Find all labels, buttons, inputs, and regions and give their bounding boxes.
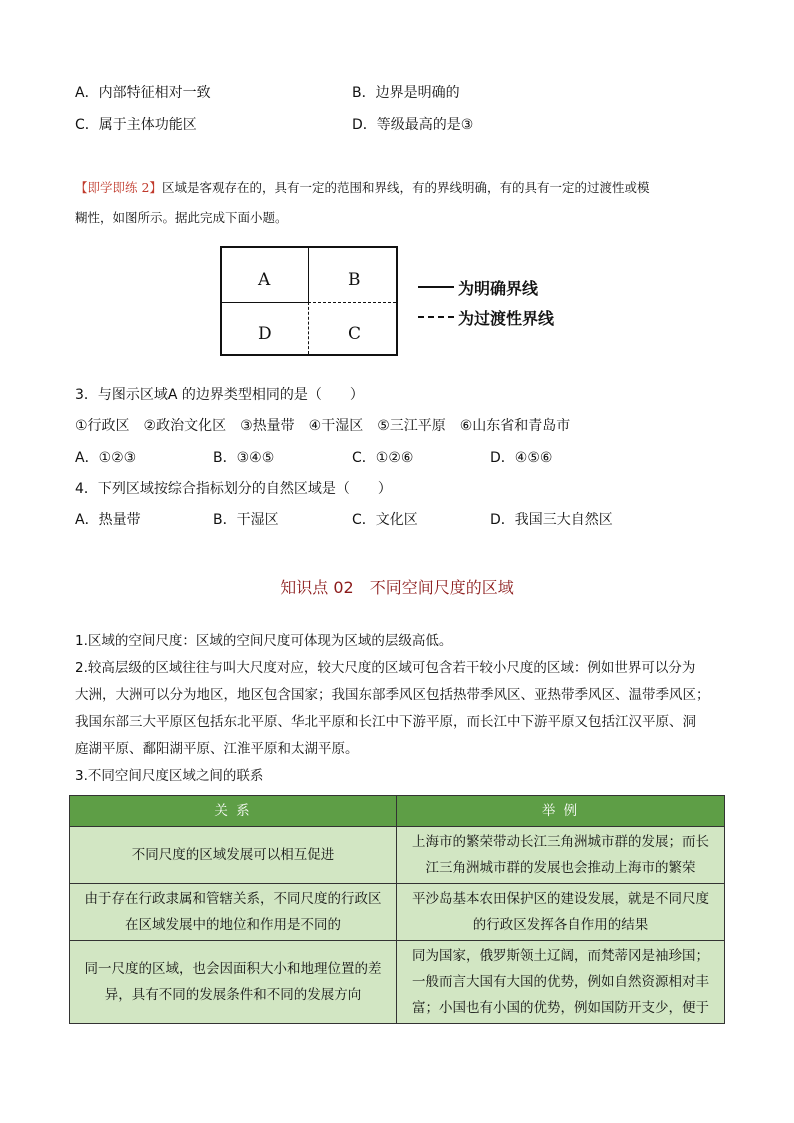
practice-line-1 (75, 178, 649, 196)
legend-solid-label: 为明确界线 (458, 279, 539, 298)
cell-example (397, 941, 725, 1024)
option-b: B．边界是明确的 (352, 85, 460, 101)
relation-line: 异，具有不同的发展条件和不同的发展方向 (104, 987, 362, 1003)
example-line: 同为国家，俄罗斯领土辽阔，而梵蒂冈是袖珍国； (412, 948, 709, 964)
table-row (70, 827, 725, 884)
example-line: 一般而言大国有大国的优势，例如自然资源相对丰 (412, 974, 709, 990)
table-row (70, 884, 725, 941)
q4-option-d: D．我国三大自然区 (490, 512, 613, 528)
region-boundary-diagram (220, 246, 398, 356)
paragraph-3: 3.不同空间尺度区域之间的联系 (75, 768, 264, 784)
relation-line: 由于存在行政隶属和管辖关系，不同尺度的行政区 (84, 891, 382, 907)
relation-line: 在区域发展中的地位和作用是不同的 (125, 917, 341, 933)
q3-items: ①行政区 ②政治文化区 ③热量带 ④干湿区 ⑤三江平原 ⑥山东省和青岛市 (75, 418, 571, 434)
cell-example (397, 884, 725, 941)
header-example: 举 例 (397, 796, 725, 827)
practice-tag: 【即学即练 2】 (75, 180, 162, 195)
paragraph-2-line-3: 我国东部三大平原区包括东北平原、华北平原和长江中下游平原，而长江中下游平原又包括江汉平原、洞 (75, 714, 696, 730)
example-line: 平沙岛基本农田保护区的建设发展，就是不同尺度 (412, 891, 709, 907)
solid-boundary-horizontal (222, 302, 308, 303)
example-line: 富；小国也有小国的优势，例如国防开支少，便于 (412, 1000, 709, 1016)
q3-option-c: C．①②⑥ (352, 450, 414, 466)
legend-solid-line (418, 286, 454, 288)
legend-dashed-label: 为过渡性界线 (458, 309, 555, 328)
relation-line: 同一尺度的区域，也会因面积大小和地理位置的差 (84, 961, 382, 977)
cell-d: D (258, 324, 272, 344)
table-header-row (70, 796, 725, 827)
cell-relation (70, 884, 397, 941)
example-line: 上海市的繁荣带动长江三角洲城市群的发展；而长 (412, 834, 709, 850)
q4-option-c: C．文化区 (352, 512, 418, 528)
example-line: 江三角洲城市群的发展也会推动上海市的繁荣 (425, 860, 696, 876)
header-relation: 关 系 (70, 796, 397, 827)
q3-option-a: A．①②③ (75, 450, 137, 466)
paragraph-2-line-1: 2.较高层级的区域往往与叫大尺度对应，较大尺度的区域可包含若干较小尺度的区域：例如世界可以分为 (75, 660, 696, 676)
option-d: D．等级最高的是③ (352, 117, 474, 133)
relation-text: 不同尺度的区域发展可以相互促进 (131, 847, 335, 863)
q3-stem: 3．与图示区域A 的边界类型相同的是（ ） (75, 387, 364, 403)
cell-relation (70, 827, 397, 884)
cell-c: C (348, 324, 362, 344)
option-c: C．属于主体功能区 (75, 117, 197, 133)
table-row (70, 941, 725, 1024)
paragraph-1: 1.区域的空间尺度：区域的空间尺度可体现为区域的层级高低。 (75, 633, 453, 649)
cell-a: A (258, 270, 271, 290)
q4-stem: 4．下列区域按综合指标划分的自然区域是（ ） (75, 481, 392, 497)
cell-example (397, 827, 725, 884)
practice-text: 区域是客观存在的，具有一定的范围和界线，有的界线明确，有的具有一定的过渡性或模 (161, 180, 650, 195)
paragraph-2-line-2: 大洲，大洲可以分为地区，地区包含国家；我国东部季风区包括热带季风区、亚热带季风区、温带季风区； (75, 687, 710, 703)
cell-b: B (348, 270, 361, 290)
dashed-boundary-vertical (308, 302, 309, 354)
practice-line-2: 糊性，如图所示。据此完成下面小题。 (75, 210, 288, 225)
region-relations-table (69, 795, 725, 1024)
legend-dashed-line (418, 316, 454, 318)
paragraph-2-line-4: 庭湖平原、鄱阳湖平原、江淮平原和太湖平原。 (75, 741, 359, 757)
q4-option-a: A．热量带 (75, 512, 141, 528)
q3-option-d: D．④⑤⑥ (490, 450, 553, 466)
dashed-boundary-horizontal (308, 302, 396, 303)
section-title: 知识点 02 不同空间尺度的区域 (280, 578, 514, 597)
cell-relation (70, 941, 397, 1024)
option-a: A．内部特征相对一致 (75, 85, 211, 101)
solid-boundary-vertical (308, 248, 309, 302)
q3-option-b: B．③④⑤ (213, 450, 275, 466)
q4-option-b: B．干湿区 (213, 512, 279, 528)
example-line: 的行政区发挥各自作用的结果 (472, 917, 649, 933)
